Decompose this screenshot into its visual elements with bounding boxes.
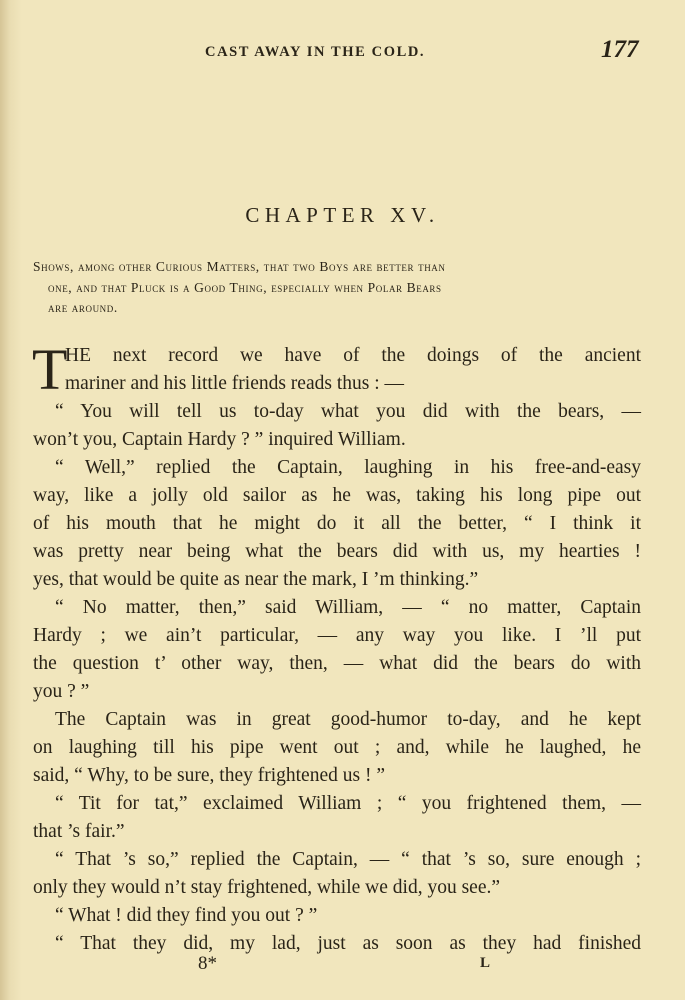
signature-letter: L xyxy=(480,955,491,971)
text-line: on laughing till his pipe went out ; and, while he laughed, he xyxy=(33,737,641,758)
text-line: “ Tit for tat,” exclaimed William ; “ you frightened them, — xyxy=(55,793,641,814)
text-line: way, like a jolly old sailor as he was, taking his long pipe out xyxy=(33,485,641,506)
text-line: Hardy ; we ain’t particular, — any way you like. I ’ll put xyxy=(33,625,641,646)
text-line: that ’s fair.” xyxy=(33,821,125,842)
text-line: only they would n’t stay frightened, while we did, you see.” xyxy=(33,877,501,898)
chapter-synopsis xyxy=(33,257,641,319)
text-line: won’t you, Captain Hardy ? ” inquired William. xyxy=(33,429,406,450)
text-line: you ? ” xyxy=(33,681,90,702)
text-line: said, “ Why, to be sure, they frightened us ! ” xyxy=(33,765,385,786)
chapter-heading: CHAPTER XV. xyxy=(245,203,440,227)
text-line: the question t’ other way, then, — what did the bears do with xyxy=(33,653,641,674)
page-number: 177 xyxy=(601,36,639,63)
text-line: The Captain was in great good-humor to-day, and he kept xyxy=(55,709,641,730)
text-line: mariner and his little friends reads thus : — xyxy=(65,373,405,394)
running-title: CAST AWAY IN THE COLD. xyxy=(205,44,426,60)
running-head xyxy=(0,36,685,66)
text-line: “ Well,” replied the Captain, laughing in his free-and-easy xyxy=(55,457,641,478)
text-line: yes, that would be quite as near the mark, I ’m thinking.” xyxy=(33,569,479,590)
drop-cap: T xyxy=(32,337,68,402)
signature-mark: 8* xyxy=(198,953,217,974)
text-line: “ That they did, my lad, just as soon as they had finished xyxy=(55,933,641,954)
text-line: “ What ! did they find you out ? ” xyxy=(55,905,318,926)
text-line: was pretty near being what the bears did with us, my hearties ! xyxy=(33,541,641,562)
text-line: “ You will tell us to-day what you did with the bears, — xyxy=(55,401,641,422)
synopsis-line: Shows, among other Curious Matters, that two Boys are better than xyxy=(33,259,446,274)
page-footer xyxy=(0,953,685,983)
body-text xyxy=(32,337,641,958)
text-line: “ That ’s so,” replied the Captain, — “ that ’s so, sure enough ; xyxy=(55,849,641,870)
text-line: “ No matter, then,” said William, — “ no matter, Captain xyxy=(55,597,641,618)
synopsis-line: one, and that Pluck is a Good Thing, especially when Polar Bears xyxy=(48,279,442,295)
synopsis-line: are around. xyxy=(48,300,118,315)
text-line: of his mouth that he might do it all the better, “ I think it xyxy=(33,513,641,534)
text-line: HE next record we have of the doings of the ancient xyxy=(65,345,641,366)
